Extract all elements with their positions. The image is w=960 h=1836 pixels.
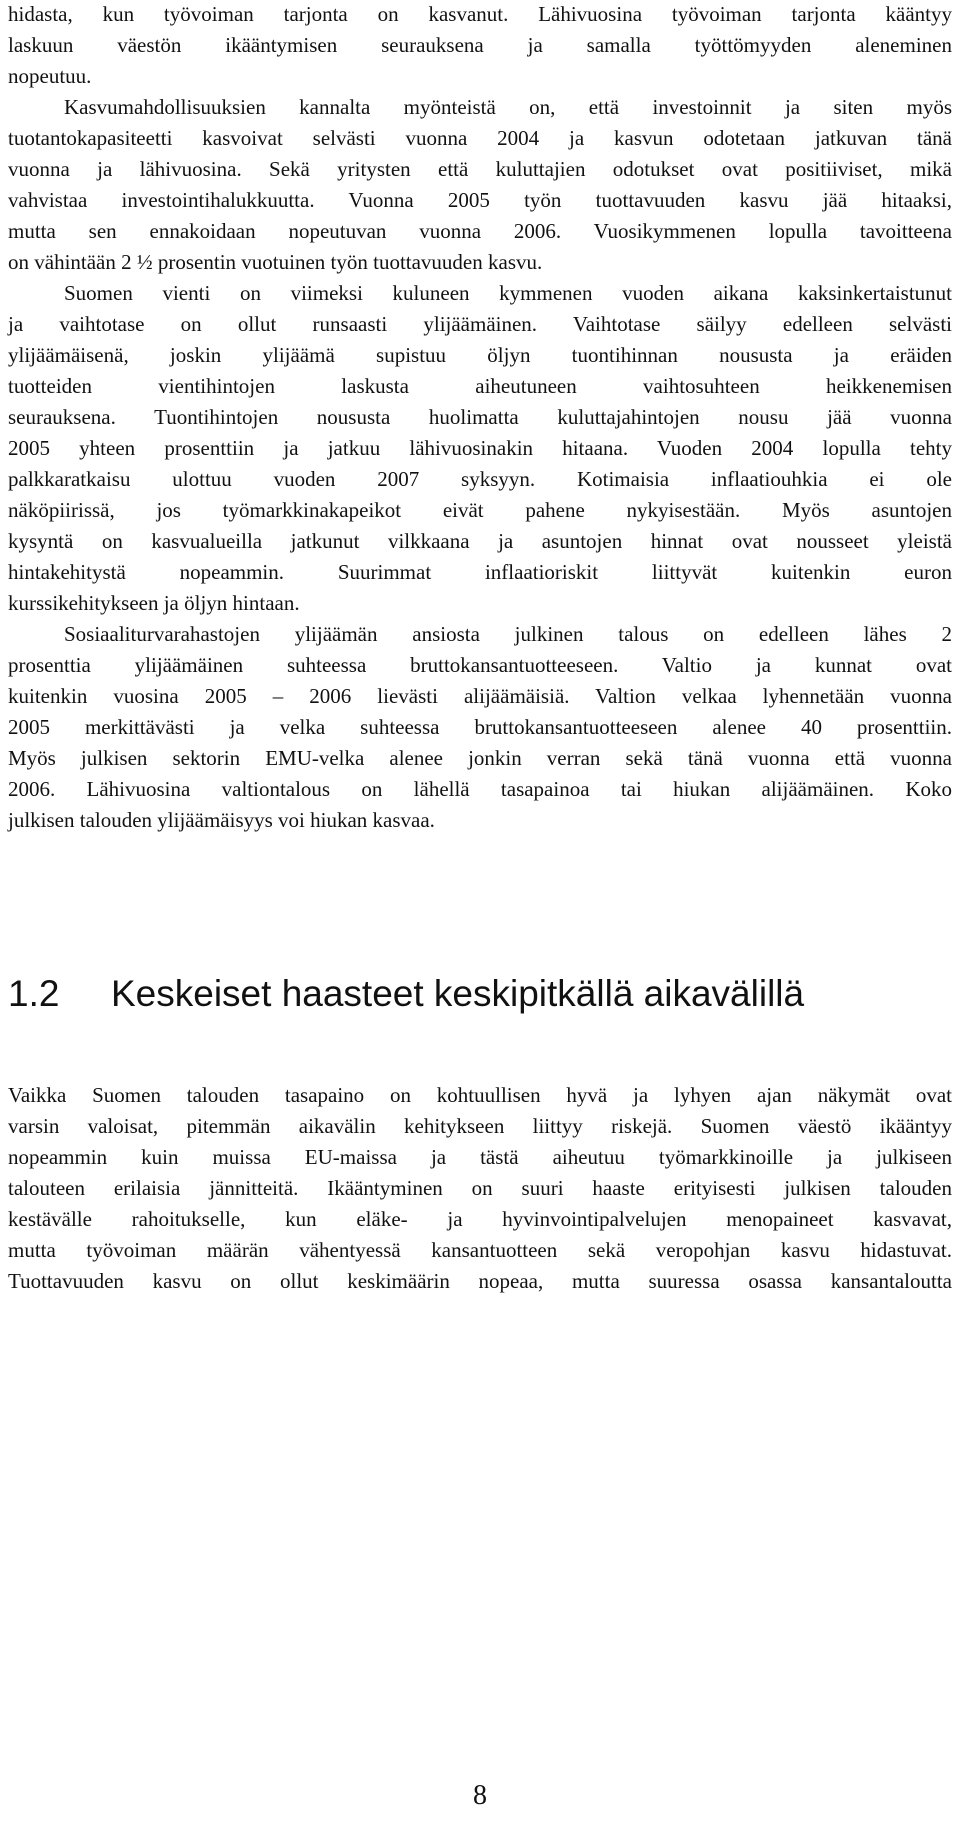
paragraph-4-line: prosenttia ylijäämäinen suhteessa bruttokansantuotteeseen. Valtio ja kunnat ovat — [8, 653, 952, 677]
paragraph-3-line: ja vaihtotase on ollut runsaasti ylijäämäinen. Vaihtotase säilyy edelleen selvästi — [8, 312, 952, 336]
paragraph-4-line: 2006. Lähivuosina valtiontalous on lähellä tasapainoa tai hiukan alijäämäinen. Koko — [8, 777, 952, 801]
paragraph-2-line: vahvistaa investointihalukkuutta. Vuonna 2005 työn tuottavuuden kasvu jää hitaaksi, — [8, 188, 952, 212]
paragraph-3-line: tuotteiden vientihintojen laskusta aiheutuneen vaihtosuhteen heikkenemisen — [8, 374, 952, 398]
paragraph-5-line: varsin valoisat, pitemmän aikavälin kehitykseen liittyy riskejä. Suomen väestö ikääntyy — [8, 1114, 952, 1138]
paragraph-2-line: tuotantokapasiteetti kasvoivat selvästi vuonna 2004 ja kasvun odotetaan jatkuvan tänä — [8, 126, 952, 150]
paragraph-5-line: Tuottavuuden kasvu on ollut keskimäärin nopeaa, mutta suuressa osassa kansantaloutta — [8, 1269, 952, 1293]
section-title: Keskeiset haasteet keskipitkällä aikavälillä — [111, 973, 805, 1014]
paragraph-3-line: näköpiirissä, jos työmarkkinakapeikot eivät pahene nykyisestään. Myös asuntojen — [8, 498, 952, 522]
section-heading — [8, 970, 804, 1018]
paragraph-3-line: palkkaratkaisu ulottuu vuoden 2007 syksyyn. Kotimaisia inflaatiouhkia ei ole — [8, 467, 952, 491]
paragraph-1-line: laskuun väestön ikääntymisen seurauksena ja samalla työttömyyden aleneminen — [8, 33, 952, 57]
paragraph-3-line: 2005 yhteen prosenttiin ja jatkuu lähivuosinakin hitaana. Vuoden 2004 lopulla tehty — [8, 436, 952, 460]
paragraph-3-line: kurssikehitykseen ja öljyn hintaan. — [8, 591, 300, 615]
paragraph-2-line: vuonna ja lähivuosina. Sekä yritysten että kuluttajien odotukset ovat positiiviset, mikä — [8, 157, 952, 181]
paragraph-1-line: nopeutuu. — [8, 64, 92, 88]
paragraph-4-line: Myös julkisen sektorin EMU-velka alenee jonkin verran sekä tänä vuonna että vuonna — [8, 746, 952, 770]
paragraph-5-line: Vaikka Suomen talouden tasapaino on kohtuullisen hyvä ja lyhyen ajan näkymät ovat — [8, 1083, 952, 1107]
paragraph-5-line: nopeammin kuin muissa EU-maissa ja tästä aiheutuu työmarkkinoille ja julkiseen — [8, 1145, 952, 1169]
paragraph-2-line: on vähintään 2 ½ prosentin vuotuinen työn tuottavuuden kasvu. — [8, 250, 543, 274]
paragraph-3-line: Suomen vienti on viimeksi kuluneen kymmenen vuoden aikana kaksinkertaistunut — [64, 281, 952, 305]
paragraph-3-line: hintakehitystä nopeammin. Suurimmat inflaatioriskit liittyvät kuitenkin euron — [8, 560, 952, 584]
paragraph-5-line: mutta työvoiman määrän vähentyessä kansantuotteen sekä veropohjan kasvu hidastuvat. — [8, 1238, 952, 1262]
page-number: 8 — [473, 1780, 487, 1811]
paragraph-1-line: hidasta, kun työvoiman tarjonta on kasvanut. Lähivuosina työvoiman tarjonta kääntyy — [8, 2, 952, 26]
paragraph-2-line: Kasvumahdollisuuksien kannalta myönteistä on, että investoinnit ja siten myös — [64, 95, 952, 119]
paragraph-4-line: 2005 merkittävästi ja velka suhteessa bruttokansantuotteeseen alenee 40 prosenttiin. — [8, 715, 952, 739]
paragraph-4-line: kuitenkin vuosina 2005 – 2006 lievästi alijäämäisiä. Valtion velkaa lyhennetään vuonna — [8, 684, 952, 708]
paragraph-4-line: Sosiaaliturvarahastojen ylijäämän ansiosta julkinen talous on edelleen lähes 2 — [64, 622, 952, 646]
paragraph-5-line: kestävälle rahoitukselle, kun eläke- ja hyvinvointipalvelujen menopaineet kasvavat, — [8, 1207, 952, 1231]
paragraph-3-line: seurauksena. Tuontihintojen noususta huolimatta kuluttajahintojen nousu jää vuonna — [8, 405, 952, 429]
section-number: 1.2 — [8, 973, 60, 1014]
paragraph-4-line: julkisen talouden ylijäämäisyys voi hiukan kasvaa. — [8, 808, 435, 832]
paragraph-3-line: kysyntä on kasvualueilla jatkunut vilkkaana ja asuntojen hinnat ovat nousseet yleistä — [8, 529, 952, 553]
paragraph-3-line: ylijäämäisenä, joskin ylijäämä supistuu öljyn tuontihinnan noususta ja eräiden — [8, 343, 952, 367]
paragraph-2-line: mutta sen ennakoidaan nopeutuvan vuonna 2006. Vuosikymmenen lopulla tavoitteena — [8, 219, 952, 243]
paragraph-5-line: talouteen erilaisia jännitteitä. Ikääntyminen on suuri haaste erityisesti julkisen talouden — [8, 1176, 952, 1200]
